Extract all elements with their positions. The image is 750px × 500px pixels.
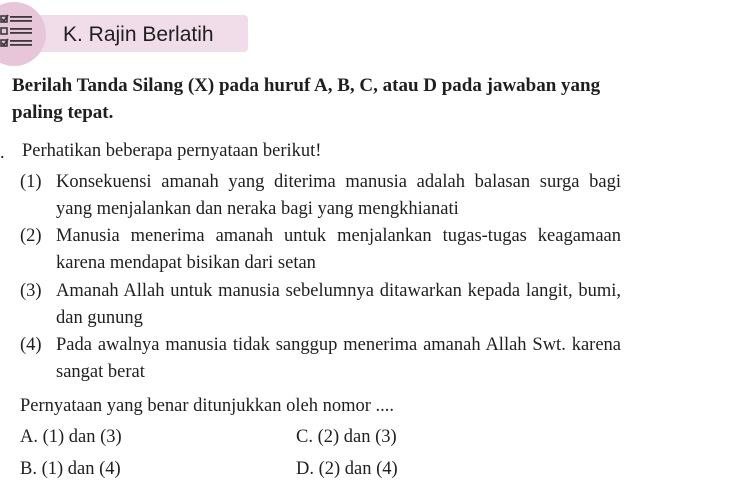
- statement-text: Manusia menerima amanah untuk menjalankan tugas-tugas keagamaan karena mendapat bisikan dari setan: [56, 226, 621, 273]
- section-title: K. Rajin Berlatih: [63, 23, 214, 46]
- statement-number: (2): [20, 226, 42, 246]
- statement-number: (1): [20, 172, 42, 192]
- statement-2: [20, 223, 621, 277]
- question-closing: Pernyataan yang benar ditunjukkan oleh nomor ....: [20, 396, 395, 416]
- statement-text: Pada awalnya manusia tidak sanggup menerima amanah Allah Swt. karena sangat berat: [56, 335, 621, 382]
- statement-number: (3): [20, 281, 42, 301]
- statement-3: [20, 278, 621, 332]
- instruction-text: Berilah Tanda Silang (X) pada huruf A, B, C, atau D pada jawaban yang paling tepat.: [12, 75, 601, 123]
- question-number: .: [0, 142, 5, 162]
- checklist-icon: [0, 14, 40, 54]
- statement-text: Konsekuensi amanah yang diterima manusia adalah balasan surga bagi yang menjalankan dan neraka bagi yang mengkhianati: [56, 172, 621, 219]
- question-text: Perhatikan beberapa pernyataan berikut!: [22, 141, 322, 161]
- statement-4: [20, 332, 621, 386]
- statement-text: Amanah Allah untuk manusia sebelumnya ditawarkan kepada langit, bumi, dan gunung: [56, 281, 621, 328]
- option-a[interactable]: A. (1) dan (3): [20, 427, 122, 447]
- option-d[interactable]: D. (2) dan (4): [296, 459, 398, 479]
- option-c[interactable]: C. (2) dan (3): [296, 427, 397, 447]
- option-b[interactable]: B. (1) dan (4): [20, 459, 121, 479]
- statement-number: (4): [20, 335, 42, 355]
- statement-1: [20, 169, 621, 223]
